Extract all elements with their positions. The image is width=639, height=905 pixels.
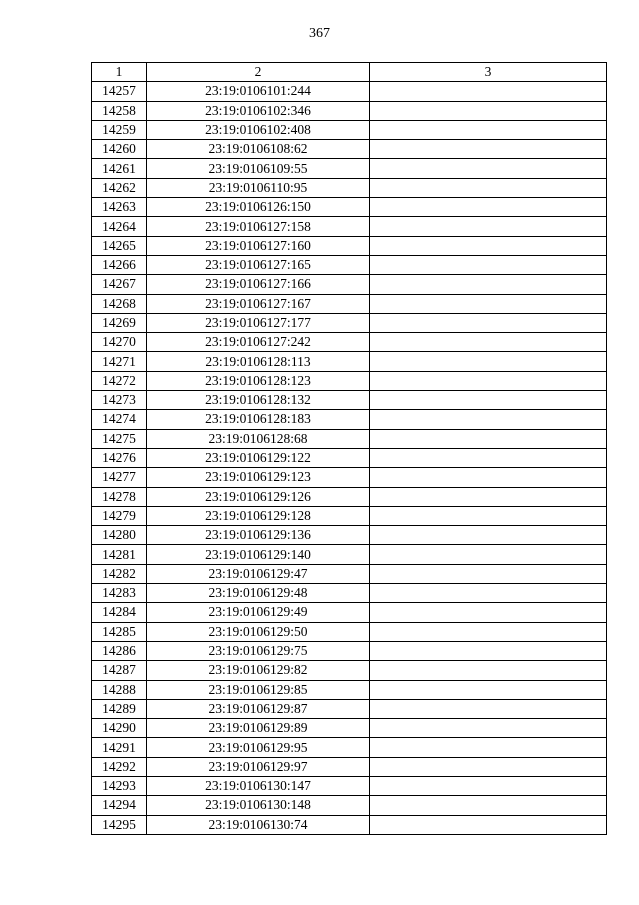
row-number-cell: 14285 [92,622,147,641]
table-row [92,526,607,545]
cadastral-number-cell: 23:19:0106129:122 [147,448,370,467]
table-row [92,815,607,834]
note-cell [370,140,607,159]
cadastral-number-cell: 23:19:0106127:166 [147,275,370,294]
table-row [92,776,607,795]
table-row [92,178,607,197]
row-number-cell: 14259 [92,120,147,139]
cadastral-number-cell: 23:19:0106128:113 [147,352,370,371]
cadastral-number-cell: 23:19:0106102:346 [147,101,370,120]
row-number-cell: 14291 [92,738,147,757]
row-number-cell: 14290 [92,719,147,738]
note-cell [370,371,607,390]
table-row [92,506,607,525]
row-number-cell: 14289 [92,699,147,718]
note-cell [370,719,607,738]
note-cell [370,255,607,274]
table-row [92,487,607,506]
row-number-cell: 14284 [92,603,147,622]
column-header: 3 [370,63,607,82]
note-cell [370,217,607,236]
cadastral-number-cell: 23:19:0106128:183 [147,410,370,429]
note-cell [370,584,607,603]
row-number-cell: 14282 [92,564,147,583]
note-cell [370,120,607,139]
row-number-cell: 14264 [92,217,147,236]
note-cell [370,198,607,217]
row-number-cell: 14294 [92,796,147,815]
row-number-cell: 14283 [92,584,147,603]
note-cell [370,796,607,815]
note-cell [370,410,607,429]
row-number-cell: 14293 [92,776,147,795]
note-cell [370,294,607,313]
table-row [92,217,607,236]
note-cell [370,545,607,564]
cadastral-number-cell: 23:19:0106109:55 [147,159,370,178]
cadastral-number-cell: 23:19:0106110:95 [147,178,370,197]
table-row [92,198,607,217]
row-number-cell: 14270 [92,333,147,352]
row-number-cell: 14269 [92,313,147,332]
cadastral-number-cell: 23:19:0106129:85 [147,680,370,699]
row-number-cell: 14278 [92,487,147,506]
table-header-row [92,63,607,82]
note-cell [370,236,607,255]
note-cell [370,738,607,757]
table-row [92,120,607,139]
table-row [92,333,607,352]
note-cell [370,776,607,795]
cadastral-number-cell: 23:19:0106102:408 [147,120,370,139]
page-number: 367 [309,26,330,41]
cadastral-number-cell: 23:19:0106129:82 [147,661,370,680]
note-cell [370,159,607,178]
row-number-cell: 14286 [92,641,147,660]
cadastral-number-cell: 23:19:0106129:128 [147,506,370,525]
table-row [92,564,607,583]
table-row [92,101,607,120]
registry-table [91,62,607,835]
row-number-cell: 14292 [92,757,147,776]
column-header: 2 [147,63,370,82]
table-row [92,410,607,429]
note-cell [370,333,607,352]
cadastral-number-cell: 23:19:0106129:48 [147,584,370,603]
cadastral-number-cell: 23:19:0106129:87 [147,699,370,718]
row-number-cell: 14273 [92,391,147,410]
table-row [92,796,607,815]
table-row [92,757,607,776]
row-number-cell: 14276 [92,448,147,467]
table-row [92,622,607,641]
note-cell [370,622,607,641]
note-cell [370,487,607,506]
table-row [92,661,607,680]
cadastral-number-cell: 23:19:0106129:89 [147,719,370,738]
row-number-cell: 14266 [92,255,147,274]
note-cell [370,448,607,467]
row-number-cell: 14267 [92,275,147,294]
note-cell [370,661,607,680]
table-row [92,352,607,371]
cadastral-number-cell: 23:19:0106101:244 [147,82,370,101]
cadastral-number-cell: 23:19:0106129:49 [147,603,370,622]
row-number-cell: 14288 [92,680,147,699]
note-cell [370,699,607,718]
table-row [92,371,607,390]
row-number-cell: 14258 [92,101,147,120]
table-row [92,448,607,467]
cadastral-number-cell: 23:19:0106128:123 [147,371,370,390]
table-row [92,140,607,159]
note-cell [370,603,607,622]
cadastral-number-cell: 23:19:0106128:68 [147,429,370,448]
cadastral-number-cell: 23:19:0106127:167 [147,294,370,313]
note-cell [370,680,607,699]
note-cell [370,815,607,834]
row-number-cell: 14265 [92,236,147,255]
row-number-cell: 14261 [92,159,147,178]
row-number-cell: 14287 [92,661,147,680]
note-cell [370,391,607,410]
cadastral-number-cell: 23:19:0106130:74 [147,815,370,834]
row-number-cell: 14274 [92,410,147,429]
row-number-cell: 14257 [92,82,147,101]
row-number-cell: 14279 [92,506,147,525]
row-number-cell: 14295 [92,815,147,834]
cadastral-number-cell: 23:19:0106126:150 [147,198,370,217]
note-cell [370,313,607,332]
table-row [92,236,607,255]
cadastral-number-cell: 23:19:0106129:97 [147,757,370,776]
cadastral-number-cell: 23:19:0106127:158 [147,217,370,236]
table-row [92,699,607,718]
note-cell [370,178,607,197]
column-header: 1 [92,63,147,82]
table-row [92,603,607,622]
table-row [92,545,607,564]
row-number-cell: 14275 [92,429,147,448]
note-cell [370,564,607,583]
table-row [92,159,607,178]
row-number-cell: 14281 [92,545,147,564]
table-row [92,313,607,332]
table-row [92,680,607,699]
note-cell [370,757,607,776]
note-cell [370,352,607,371]
cadastral-number-cell: 23:19:0106129:126 [147,487,370,506]
table-row [92,738,607,757]
note-cell [370,468,607,487]
cadastral-number-cell: 23:19:0106129:47 [147,564,370,583]
cadastral-number-cell: 23:19:0106129:95 [147,738,370,757]
table-row [92,429,607,448]
row-number-cell: 14260 [92,140,147,159]
cadastral-number-cell: 23:19:0106127:177 [147,313,370,332]
table-row [92,275,607,294]
row-number-cell: 14280 [92,526,147,545]
row-number-cell: 14268 [92,294,147,313]
table-row [92,719,607,738]
cadastral-number-cell: 23:19:0106127:165 [147,255,370,274]
note-cell [370,82,607,101]
cadastral-number-cell: 23:19:0106108:62 [147,140,370,159]
cadastral-number-cell: 23:19:0106128:132 [147,391,370,410]
cadastral-number-cell: 23:19:0106130:147 [147,776,370,795]
table-row [92,468,607,487]
table-row [92,82,607,101]
cadastral-number-cell: 23:19:0106127:160 [147,236,370,255]
cadastral-number-cell: 23:19:0106129:75 [147,641,370,660]
cadastral-number-cell: 23:19:0106129:50 [147,622,370,641]
cadastral-number-cell: 23:19:0106129:136 [147,526,370,545]
cadastral-number-cell: 23:19:0106130:148 [147,796,370,815]
cadastral-number-cell: 23:19:0106129:140 [147,545,370,564]
table-row [92,255,607,274]
note-cell [370,526,607,545]
table-row [92,584,607,603]
cadastral-number-cell: 23:19:0106129:123 [147,468,370,487]
row-number-cell: 14262 [92,178,147,197]
row-number-cell: 14263 [92,198,147,217]
table-row [92,641,607,660]
row-number-cell: 14271 [92,352,147,371]
note-cell [370,641,607,660]
row-number-cell: 14272 [92,371,147,390]
cadastral-number-cell: 23:19:0106127:242 [147,333,370,352]
row-number-cell: 14277 [92,468,147,487]
table-row [92,391,607,410]
note-cell [370,429,607,448]
note-cell [370,275,607,294]
note-cell [370,506,607,525]
note-cell [370,101,607,120]
table-row [92,294,607,313]
